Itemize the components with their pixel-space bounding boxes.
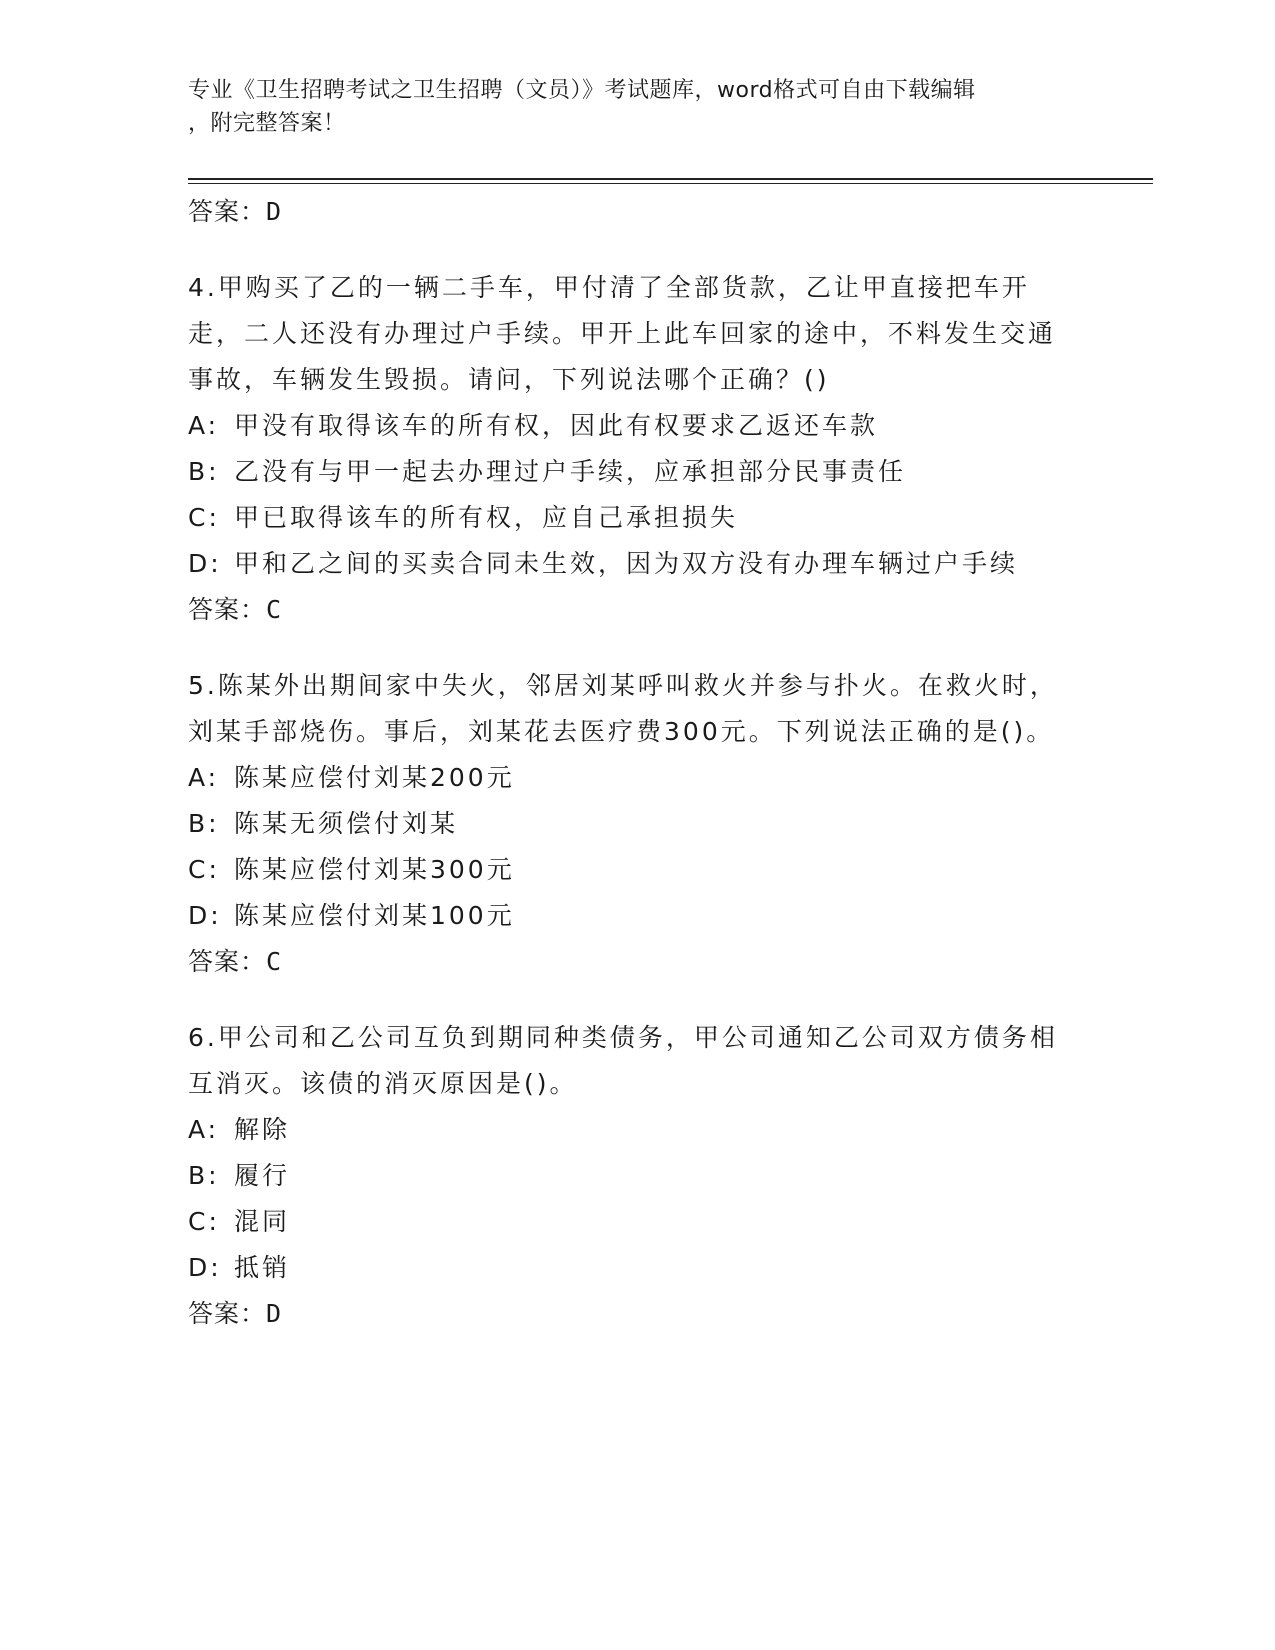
question-block [188, 663, 1068, 985]
question-text [188, 1015, 1068, 1107]
option-text: 混同 [234, 1207, 291, 1236]
header-rule-thick [188, 178, 1153, 180]
answer-prefix: 答案： [188, 947, 267, 976]
answer-value: D [266, 197, 283, 226]
option-text: 甲没有取得该车的所有权，因此有权要求乙返还车款 [234, 411, 879, 440]
document-header [188, 74, 1088, 140]
option-letter: B: [188, 1161, 220, 1190]
answer-prefix: 答案： [188, 595, 267, 624]
option-letter: B: [188, 809, 220, 838]
header-line-2: ，附完整答案！ [188, 111, 346, 136]
option-letter: C: [188, 855, 220, 884]
option-letter: D: [188, 901, 222, 930]
option-text: 乙没有与甲一起去办理过户手续，应承担部分民事责任 [234, 457, 907, 486]
document-body [188, 189, 1068, 1337]
option-a [188, 1107, 1068, 1153]
option-text: 抵销 [234, 1253, 291, 1282]
question-stem: 甲购买了乙的一辆二手车，甲付清了全部货款，乙让甲直接把车开走，二人还没有办理过户手续。甲开上此车回家的途中，不料发生交通事故，车辆发生毁损。请问，下列说法哪个正确？() [188, 273, 1057, 394]
header-line-1: 专业《卫生招聘考试之卫生招聘（文员）》考试题库，word格式可自由下载编辑 [188, 78, 976, 103]
answer-prefix: 答案： [188, 1299, 267, 1328]
answer-value: C [266, 947, 283, 976]
question-number: 4. [188, 273, 218, 302]
option-letter: D: [188, 1253, 222, 1282]
question-block [188, 1015, 1068, 1337]
answer-line [188, 189, 1068, 235]
option-c [188, 1199, 1068, 1245]
option-d [188, 893, 1068, 939]
option-letter: C: [188, 503, 220, 532]
option-text: 履行 [234, 1161, 291, 1190]
question-number: 6. [188, 1023, 218, 1052]
answer-line [188, 1291, 1068, 1337]
option-letter: D: [188, 549, 222, 578]
option-b [188, 1153, 1068, 1199]
option-letter: A: [188, 1115, 220, 1144]
option-letter: A: [188, 411, 220, 440]
option-text: 陈某无须偿付刘某 [234, 809, 459, 838]
answer-value: C [266, 595, 283, 624]
option-b [188, 449, 1068, 495]
option-letter: C: [188, 1207, 220, 1236]
option-d [188, 541, 1068, 587]
header-rule-thin [188, 183, 1153, 184]
option-letter: B: [188, 457, 220, 486]
option-text: 解除 [234, 1115, 291, 1144]
question-stem: 甲公司和乙公司互负到期同种类债务，甲公司通知乙公司双方债务相互消灭。该债的消灭原因是()。 [188, 1023, 1058, 1098]
option-text: 陈某应偿付刘某100元 [234, 901, 515, 930]
answer-value: D [266, 1299, 283, 1328]
question-stem: 陈某外出期间家中失火，邻居刘某呼叫救火并参与扑火。在救火时，刘某手部烧伤。事后，刘某花去医疗费300元。下列说法正确的是()。 [188, 671, 1058, 746]
option-text: 甲已取得该车的所有权，应自己承担损失 [234, 503, 739, 532]
question-block [188, 265, 1068, 633]
question-number: 5. [188, 671, 218, 700]
option-c [188, 847, 1068, 893]
option-a [188, 755, 1068, 801]
option-c [188, 495, 1068, 541]
option-b [188, 801, 1068, 847]
answer-line [188, 587, 1068, 633]
answer-prefix: 答案： [188, 197, 267, 226]
option-text: 陈某应偿付刘某200元 [234, 763, 515, 792]
option-a [188, 403, 1068, 449]
option-letter: A: [188, 763, 220, 792]
question-text [188, 663, 1068, 755]
answer-line [188, 939, 1068, 985]
question-text [188, 265, 1068, 403]
option-d [188, 1245, 1068, 1291]
option-text: 甲和乙之间的买卖合同未生效，因为双方没有办理车辆过户手续 [234, 549, 1019, 578]
option-text: 陈某应偿付刘某300元 [234, 855, 515, 884]
